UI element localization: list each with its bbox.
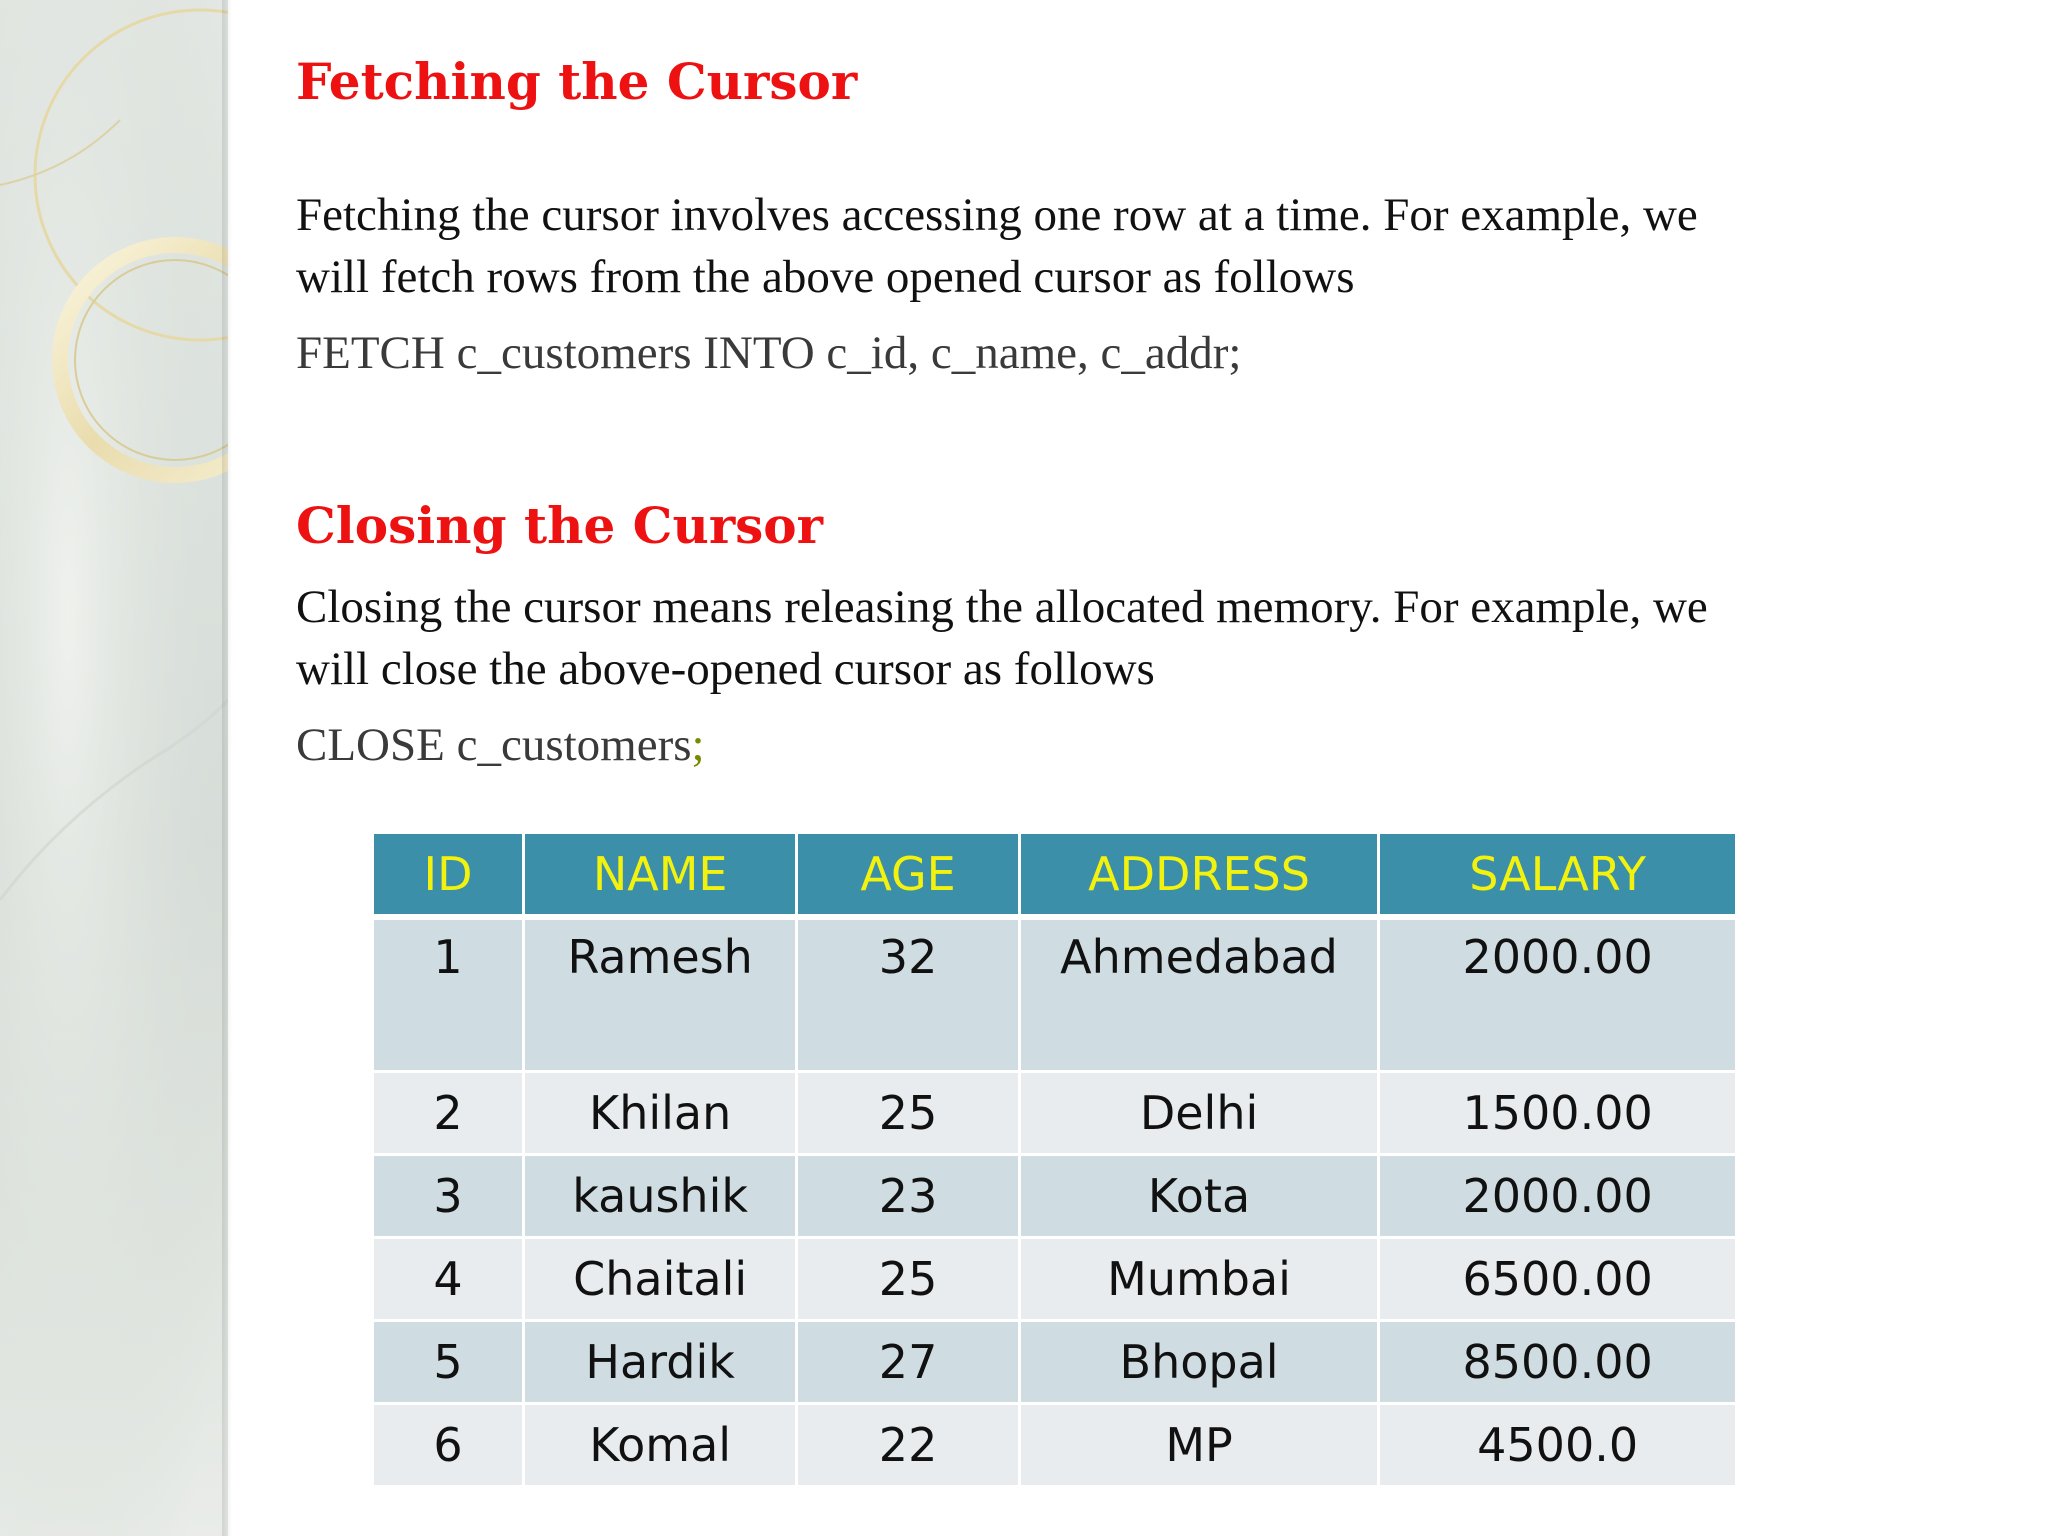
cell-salary: 1500.00 [1379,1072,1737,1155]
table-row [374,1404,1737,1487]
cell-id: 5 [374,1321,524,1404]
closing-paragraph-line2: will close the above-opened cursor as follows [296,643,1155,695]
fetching-paragraph-line1: Fetching the cursor involves accessing one row at a time. For example, we [296,189,1698,241]
fetching-heading: Fetching the Cursor [296,52,858,111]
header-salary: SALARY [1379,834,1737,917]
cell-address: Ahmedabad [1019,917,1378,1072]
table-row [374,1072,1737,1155]
cell-age: 22 [797,1404,1020,1487]
closing-paragraph [296,576,1876,700]
closing-heading: Closing the Cursor [296,496,824,555]
cell-address: Kota [1019,1155,1378,1238]
fetching-paragraph [296,184,1876,308]
cell-address: Bhopal [1019,1321,1378,1404]
cell-salary: 4500.0 [1379,1404,1737,1487]
table-row [374,1321,1737,1404]
close-statement [296,718,705,772]
cell-age: 32 [797,917,1020,1072]
cell-id: 6 [374,1404,524,1487]
side-panel-shadow [222,0,232,1536]
header-address: ADDRESS [1019,834,1378,917]
header-id: ID [374,834,524,917]
cell-age: 25 [797,1238,1020,1321]
cell-name: Ramesh [524,917,797,1072]
cell-salary: 2000.00 [1379,917,1737,1072]
decorative-side-panel [0,0,228,1536]
cell-age: 23 [797,1155,1020,1238]
cell-address: MP [1019,1404,1378,1487]
cell-age: 27 [797,1321,1020,1404]
cell-name: kaushik [524,1155,797,1238]
cell-address: Delhi [1019,1072,1378,1155]
cell-name: Khilan [524,1072,797,1155]
cell-salary: 6500.00 [1379,1238,1737,1321]
close-statement-semicolon: ; [691,719,705,771]
cell-age: 25 [797,1072,1020,1155]
cell-name: Komal [524,1404,797,1487]
close-statement-text: CLOSE c_customers [296,719,692,771]
cell-address: Mumbai [1019,1238,1378,1321]
cell-id: 2 [374,1072,524,1155]
fetching-paragraph-line2: will fetch rows from the above opened cursor as follows [296,251,1355,303]
customers-table [374,834,1738,1488]
header-name: NAME [524,834,797,917]
cell-id: 4 [374,1238,524,1321]
table-header-row [374,834,1737,917]
table-row [374,1238,1737,1321]
cell-id: 3 [374,1155,524,1238]
cell-salary: 8500.00 [1379,1321,1737,1404]
cell-name: Chaitali [524,1238,797,1321]
cell-id: 1 [374,917,524,1072]
fetch-statement: FETCH c_customers INTO c_id, c_name, c_addr; [296,327,1242,379]
cell-name: Hardik [524,1321,797,1404]
closing-paragraph-line1: Closing the cursor means releasing the allocated memory. For example, we [296,581,1708,633]
decorative-rings-graphic [0,0,228,1536]
table-row [374,1155,1737,1238]
table-row [374,917,1737,1072]
cell-salary: 2000.00 [1379,1155,1737,1238]
header-age: AGE [797,834,1020,917]
